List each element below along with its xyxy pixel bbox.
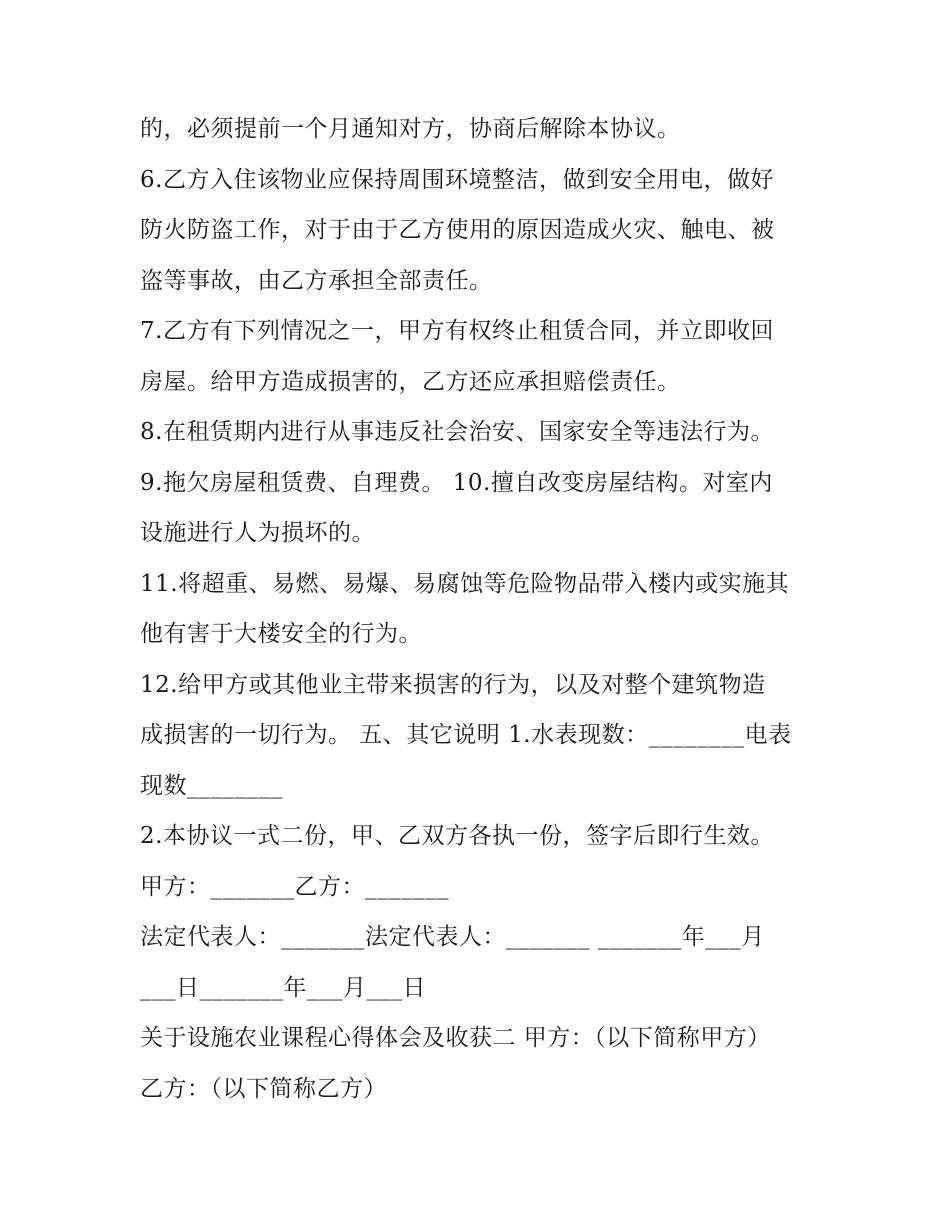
text-line: 2.本协议一式二份，甲、乙双方各执一份，签字后即行生效。 bbox=[140, 823, 774, 849]
text-line: 防火防盗工作，对于由于乙方使用的原因造成火灾、触电、被 bbox=[140, 217, 775, 243]
text-line: 乙方：（以下简称乙方） bbox=[140, 1075, 387, 1102]
text-line: 的，必须提前一个月通知对方，协商后解除本协议。 bbox=[140, 116, 681, 142]
text-line: 盗等事故，由乙方承担全部责任。 bbox=[140, 267, 493, 294]
text-line: 8.在租赁期内进行从事违反社会治安、国家安全等违法行为。 bbox=[140, 419, 774, 445]
text-line: 设施进行人为损坏的。 bbox=[140, 520, 375, 546]
text-line: 甲方：_______乙方：_______ bbox=[140, 873, 449, 900]
text-line: 7.乙方有下列情况之一，甲方有权终止租赁合同，并立即收回 bbox=[140, 318, 774, 344]
text-line: 他有害于大楼安全的行为。 bbox=[140, 621, 422, 647]
document-body bbox=[140, 104, 820, 1114]
text-line: 11.将超重、易燃、易爆、易腐蚀等危险物品带入楼内或实施其 bbox=[140, 570, 790, 597]
text-line: 现数________ bbox=[140, 772, 283, 799]
text-line: 成损害的一切行为。 五、其它说明 1.水表现数：________电表 bbox=[140, 722, 792, 748]
text-line: 房屋。给甲方造成损害的，乙方还应承担赔偿责任。 bbox=[140, 368, 681, 395]
text-line: 6.乙方入住该物业应保持周围环境整洁，做到安全用电，做好 bbox=[140, 166, 774, 193]
text-line: ___日_______年___月___日 bbox=[140, 974, 426, 1001]
text-line: 9.拖欠房屋租赁费、自理费。 10.擅自改变房屋结构。对室内 bbox=[140, 469, 773, 496]
text-line: 法定代表人：_______法定代表人：_______ _______年___月 bbox=[140, 924, 765, 950]
text-line: 关于设施农业课程心得体会及收获二 甲方：（以下简称甲方） bbox=[140, 1025, 771, 1051]
text-line: 12.给甲方或其他业主带来损害的行为，以及对整个建筑物造 bbox=[140, 671, 766, 698]
